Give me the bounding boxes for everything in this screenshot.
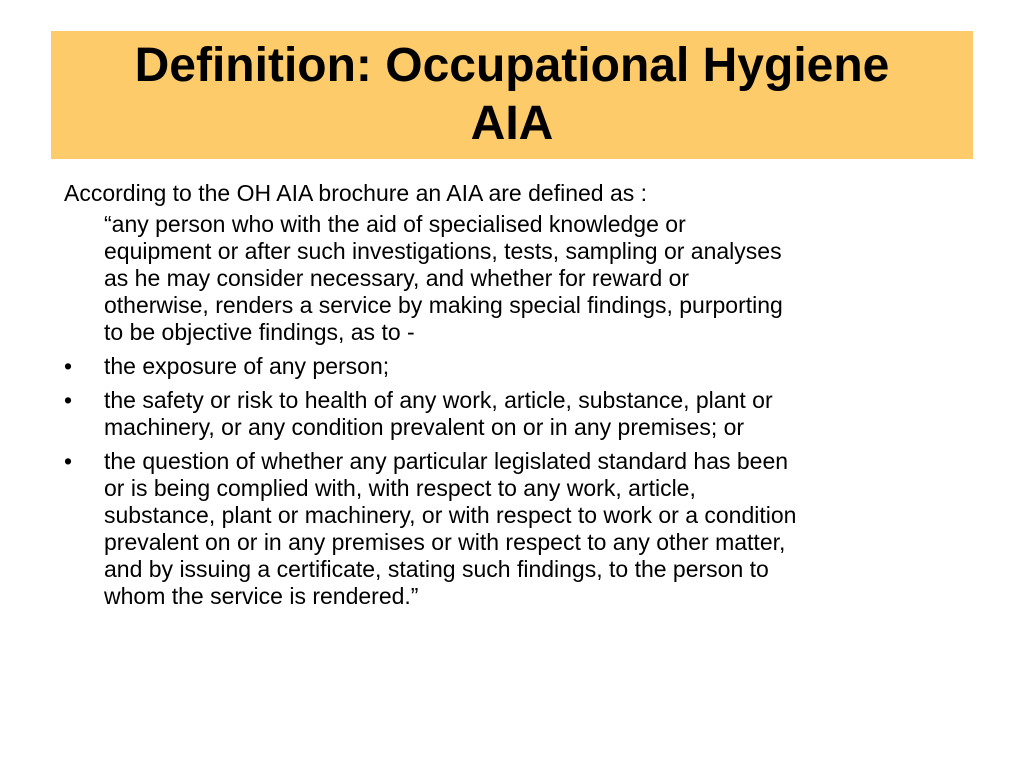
bullet-3-line-6: whom the service is rendered.” <box>104 583 419 609</box>
bullet-item <box>64 387 984 441</box>
quote-line-2: equipment or after such investigations, tests, sampling or analyses <box>104 238 782 264</box>
slide-body <box>64 180 984 610</box>
bullet-item <box>64 353 984 380</box>
slide-title-line-2: AIA <box>470 97 554 150</box>
bullet-3-line-5: and by issuing a certificate, stating such findings, to the person to <box>104 556 769 582</box>
bullet-marker: • <box>64 448 73 474</box>
quote-line-1: “any person who with the aid of specialised knowledge or <box>104 211 686 237</box>
bullet-3-line-1: the question of whether any particular legislated standard has been <box>104 448 789 474</box>
intro-text: According to the OH AIA brochure an AIA are defined as : <box>64 180 648 206</box>
bullet-3-line-2: or is being complied with, with respect to any work, article, <box>104 475 696 501</box>
bullet-1-line-1: the exposure of any person; <box>104 353 390 379</box>
bullet-3-line-4: prevalent on or in any premises or with respect to any other matter, <box>104 529 786 555</box>
bullet-3-line-3: substance, plant or machinery, or with respect to work or a condition <box>104 502 797 528</box>
bullet-item <box>64 448 984 610</box>
quote-line-4: otherwise, renders a service by making special findings, purporting <box>104 292 783 318</box>
definition-quote <box>104 211 984 346</box>
bullet-marker: • <box>64 353 73 379</box>
bullet-marker: • <box>64 387 73 413</box>
quote-line-5: to be objective findings, as to - <box>104 319 415 345</box>
bullet-list <box>64 353 984 610</box>
slide-title-box <box>51 31 973 159</box>
quote-line-3: as he may consider necessary, and whether for reward or <box>104 265 690 291</box>
bullet-2-line-1: the safety or risk to health of any work, article, substance, plant or <box>104 387 773 413</box>
slide-title-line-1: Definition: Occupational Hygiene <box>134 39 890 92</box>
bullet-2-line-2: machinery, or any condition prevalent on or in any premises; or <box>104 414 745 440</box>
